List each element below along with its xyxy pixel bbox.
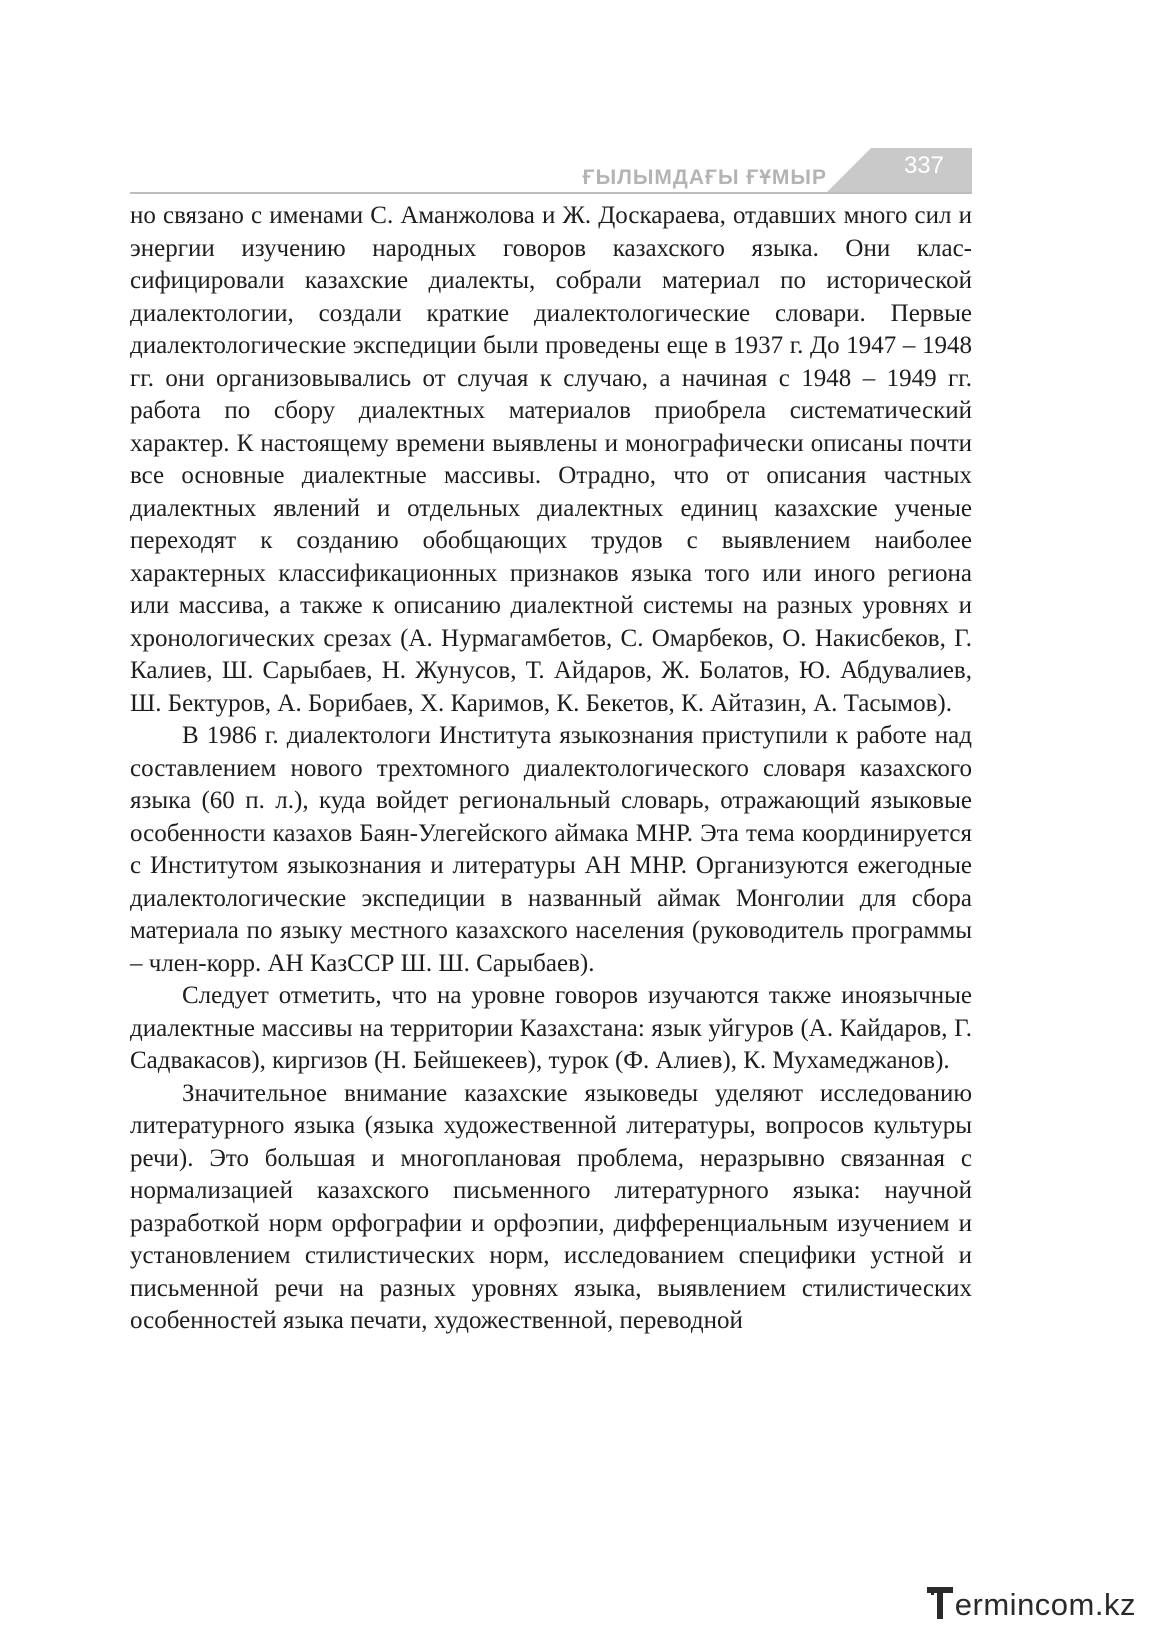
body-text	[130, 200, 972, 1338]
termincom-watermark	[925, 1575, 1136, 1623]
paragraph-4: Значительное внимание казахские языковеды уделяют исследованию литературного языка (языка художественной литературы, вопросов культуры речи). Это большая и многоплановая проблема, неразрывно связанная с нормализацией казахского письменного литературного языка: научной разработкой норм орфографии и орфоэпии, дифференциальным изучением и установлением стилистических норм, исследованием специфики устной и письменной речи на разных уровнях языка, выявлением стилистических особенностей языка печати, художественной, переводной	[130, 1079, 972, 1334]
watermark-text: ermincom.kz	[954, 1587, 1136, 1622]
termincom-logo-t-icon	[925, 1583, 955, 1623]
page-number: 337	[903, 152, 944, 179]
header-wedge-shape	[827, 148, 972, 192]
header-title: ҒЫЛЫМДАҒЫ ҒҰМЫР	[582, 166, 827, 189]
header-rule	[130, 192, 972, 194]
running-header	[130, 148, 972, 194]
paragraph-3: Следует отметить, что на уровне говоров изучаются также иноязычные диалектные массивы на территории Казахстана: язык уйгуров (А. Кайдаров, Г. Садвакасов), киргизов (Н. Бейшекеев), турок (Ф. Алиев), К. Мухамеджанов).	[130, 982, 972, 1074]
paragraph-2: В 1986 г. диалектологи Института языкознания приступили к работе над составлением нового трехтомного диалектологического словаря казахского языка (60 п. л.), куда войдет региональный словарь, отражающий языковые особенности казахов Баян-Улегейского аймака МНР. Эта тема координируется с Институтом языкознания и литературы АН МНР. Организуются ежегодные диалектологические экспедиции в названный аймак Монголии для сбора материала по языку местного казахского населения (руководитель программы – член-корр. АН КазССР Ш. Ш. Сарыбаев).	[130, 722, 972, 977]
paragraph-1: но связано с именами С. Аманжолова и Ж. Доскараева, отдавших много сил и энергии изучению народных говоров казахского языка. Они классифицировали казахские диалекты, собрали материал по исторической диалектологии, создали краткие диалектологические словари. Первые диалектологические экспедиции были проведены еще в 1937 г. До 1947 – 1948 гг. они организовывались от случая к случаю, а начиная с 1948 – 1949 гг. работа по сбору диалектных материалов приобрела систематический характер. К настоящему времени выявлены и монографически описаны почти все основные диалектные массивы. Отрадно, что от описания частных диалектных явлений и отдельных диалектных единиц казахские ученые переходят к созданию обобщающих трудов с выявлением наиболее характерных классификационных признаков языка того или иного региона или массива, а также к описанию диалектной системы на разных уровнях и хронологических срезах (А. Нурмагамбетов, С. Омарбеков, О. Накисбеков, Г. Калиев, Ш. Сарыбаев, Н. Жунусов, Т. Айдаров, Ж. Болатов, Ю. Абдувалиев, Ш. Бектуров, А. Борибаев, Х. Каримов, К. Бекетов, К. Айтазин, А. Тасымов).	[130, 202, 972, 717]
